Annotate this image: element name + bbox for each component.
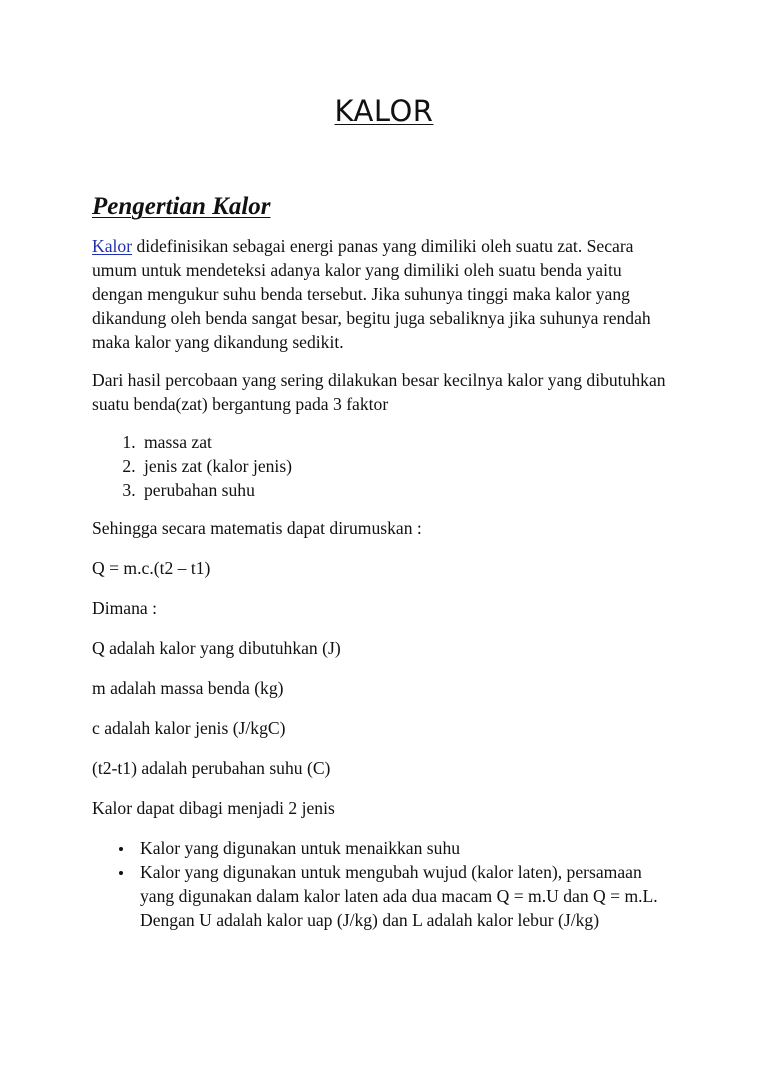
- intro-text: didefinisikan sebagai energi panas yang dimiliki oleh suatu zat. Secara umum untuk mendeteksi adanya kalor yang dimiliki oleh suatu benda yaitu dengan mengukur suhu benda tersebut. Jika suhunya tinggi maka kalor yang dikandung oleh benda sangat besar, begitu juga sebaliknya jika suhunya rendah maka kalor yang dikandung sedikit.: [92, 236, 651, 352]
- definition-c: c adalah kalor jenis (J/kgC): [92, 718, 286, 738]
- document-title: KALOR: [334, 94, 434, 128]
- list-item: 3. perubahan suhu: [140, 478, 672, 502]
- document-body: [92, 190, 672, 932]
- definition-q: Q adalah kalor yang dibutuhkan (J): [92, 638, 341, 658]
- formula: Q = m.c.(t2 – t1): [92, 558, 211, 578]
- definition-delta-t: (t2-t1) adalah perubahan suhu (C): [92, 758, 331, 778]
- formula-intro: Sehingga secara matematis dapat dirumuskan :: [92, 518, 422, 538]
- intro-paragraph: [92, 234, 672, 354]
- factors-list: [92, 430, 672, 502]
- kalor-link[interactable]: Kalor: [92, 236, 133, 256]
- list-item: Kalor yang digunakan untuk mengubah wujud (kalor laten), persamaan yang digunakan dalam kalor laten ada dua macam Q = m.U dan Q = m.L. Dengan U adalah kalor uap (J/kg) dan L adalah kalor lebur (J/kg): [140, 860, 672, 932]
- section-heading: Pengertian Kalor: [92, 193, 271, 220]
- factors-intro-paragraph: Dari hasil percobaan yang sering dilakukan besar kecilnya kalor yang dibutuhkan suatu benda(zat) bergantung pada 3 faktor: [92, 370, 666, 414]
- list-item: 2. jenis zat (kalor jenis): [140, 454, 672, 478]
- definition-m: m adalah massa benda (kg): [92, 678, 284, 698]
- types-list: [92, 836, 672, 932]
- list-item: 1. massa zat: [140, 430, 672, 454]
- where-label: Dimana :: [92, 598, 157, 618]
- list-item: Kalor yang digunakan untuk menaikkan suhu: [140, 836, 672, 860]
- types-intro: Kalor dapat dibagi menjadi 2 jenis: [92, 798, 335, 818]
